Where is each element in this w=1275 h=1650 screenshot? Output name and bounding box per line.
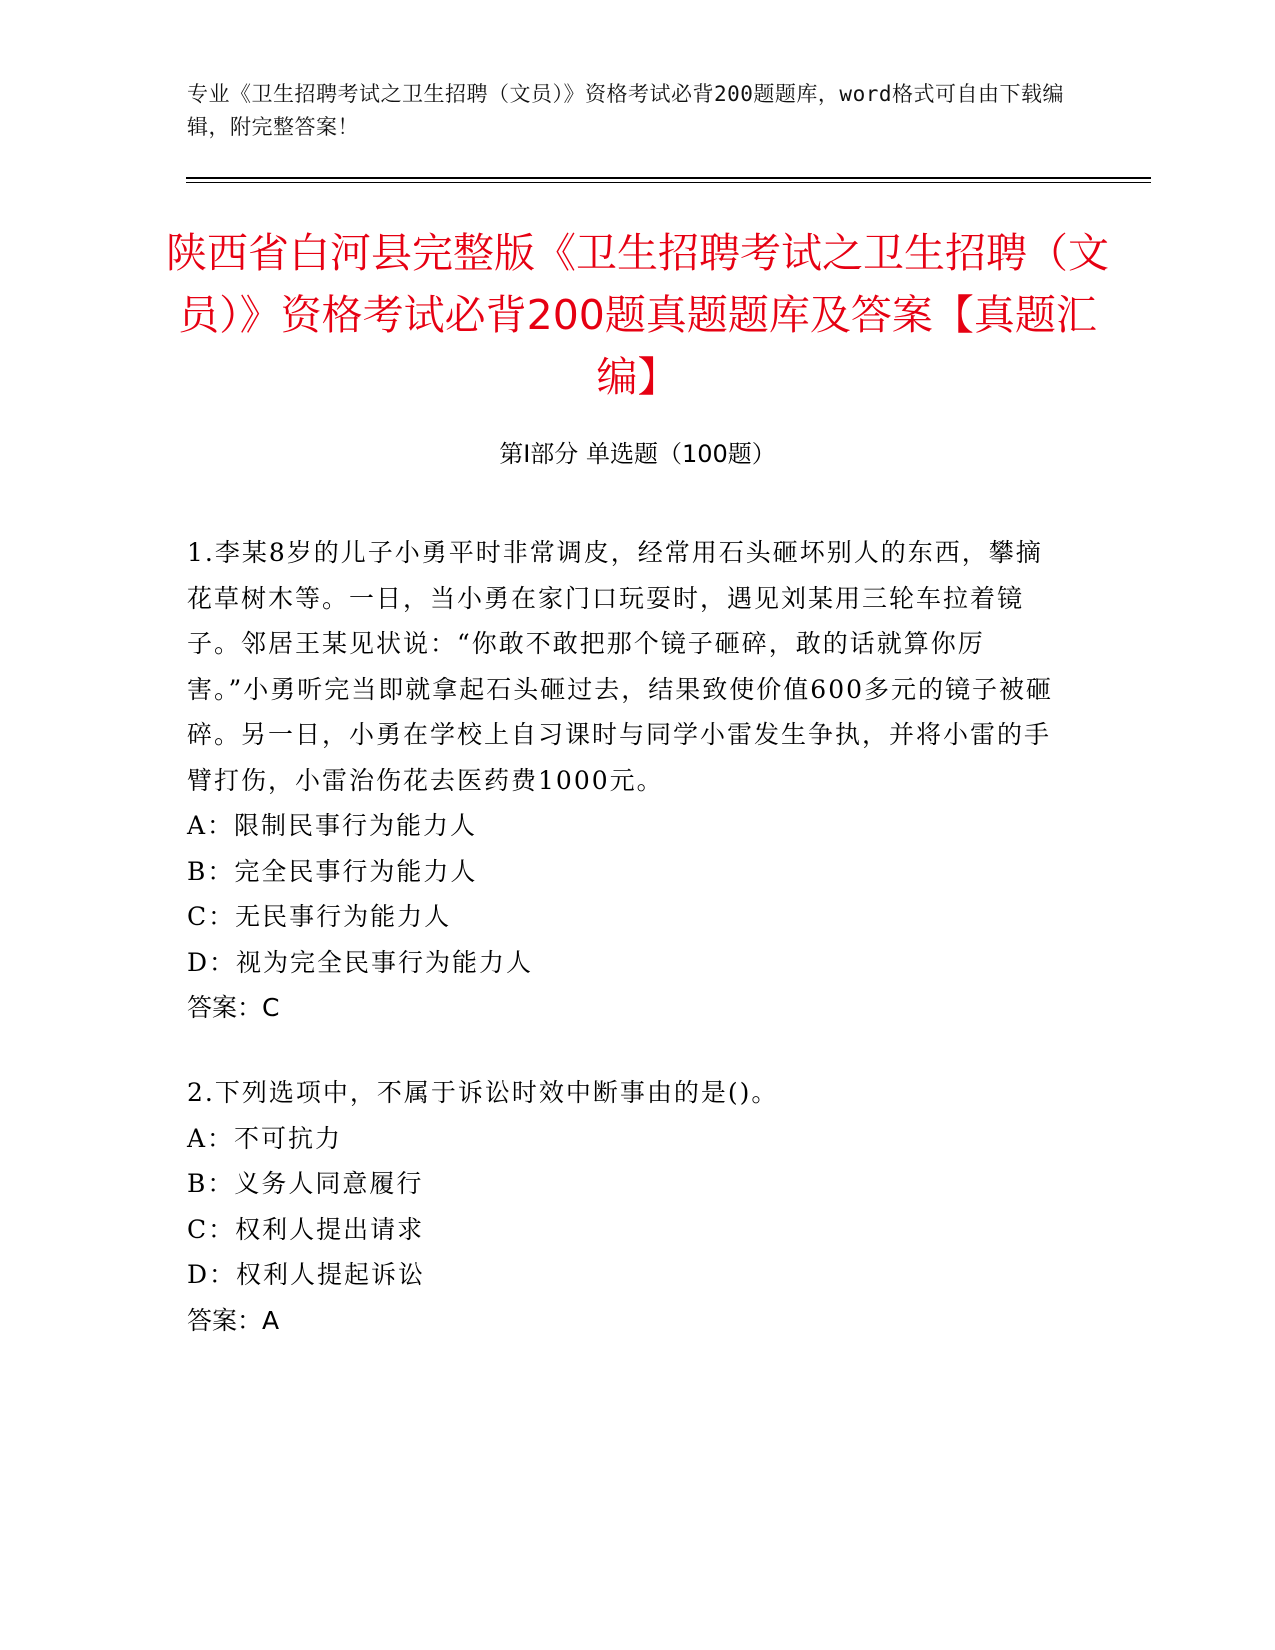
option-d: D：权利人提起诉讼 xyxy=(187,1260,426,1289)
header-divider-thick xyxy=(186,177,1151,179)
header-note: 专业《卫生招聘考试之卫生招聘（文员）》资格考试必背200题题库，word格式可自由下载编辑，附完整答案！ xyxy=(187,82,1064,139)
option-c: C：权利人提出请求 xyxy=(187,1214,425,1244)
document-title: 陕西省白河县完整版《卫生招聘考试之卫生招聘（文员）》资格考试必背200题真题题库及答案【真题汇编】 xyxy=(166,229,1109,401)
question-stem: 2.下列选项中，不属于诉讼时效中断事由的是()。 xyxy=(187,1078,779,1107)
question-stem: 1.李某8岁的儿子小勇平时非常调皮，经常用石头砸坏别人的东西，攀摘花草树木等。一日，当小勇在家门口玩耍时，遇见刘某用三轮车拉着镜子。邻居王某见状说：“你敢不敢把那个镜子砸碎，敢的话就算你厉害。”小勇听完当即就拿起石头砸过去，结果致使价值600多元的镜子被砸碎。另一日，小勇在学校上自习课时与同学小雷发生争执，并将小雷的手臂打伤，小雷治伤花去医药费1000元。 xyxy=(187,538,1054,795)
header-divider-thin xyxy=(186,182,1151,183)
answer-line: 答案：A xyxy=(187,1305,280,1335)
option-b: B：义务人同意履行 xyxy=(187,1169,424,1198)
option-b: B：完全民事行为能力人 xyxy=(187,856,478,886)
section-heading: 第Ⅰ部分 单选题（100题） xyxy=(499,440,776,468)
option-d: D：视为完全民事行为能力人 xyxy=(187,947,534,977)
question-1 xyxy=(187,530,1067,1031)
option-c: C：无民事行为能力人 xyxy=(187,902,452,931)
option-a: A：不可抗力 xyxy=(187,1123,343,1153)
answer-line: 答案：C xyxy=(187,993,280,1022)
option-a: A：限制民事行为能力人 xyxy=(187,811,478,840)
question-2 xyxy=(187,1070,1067,1343)
